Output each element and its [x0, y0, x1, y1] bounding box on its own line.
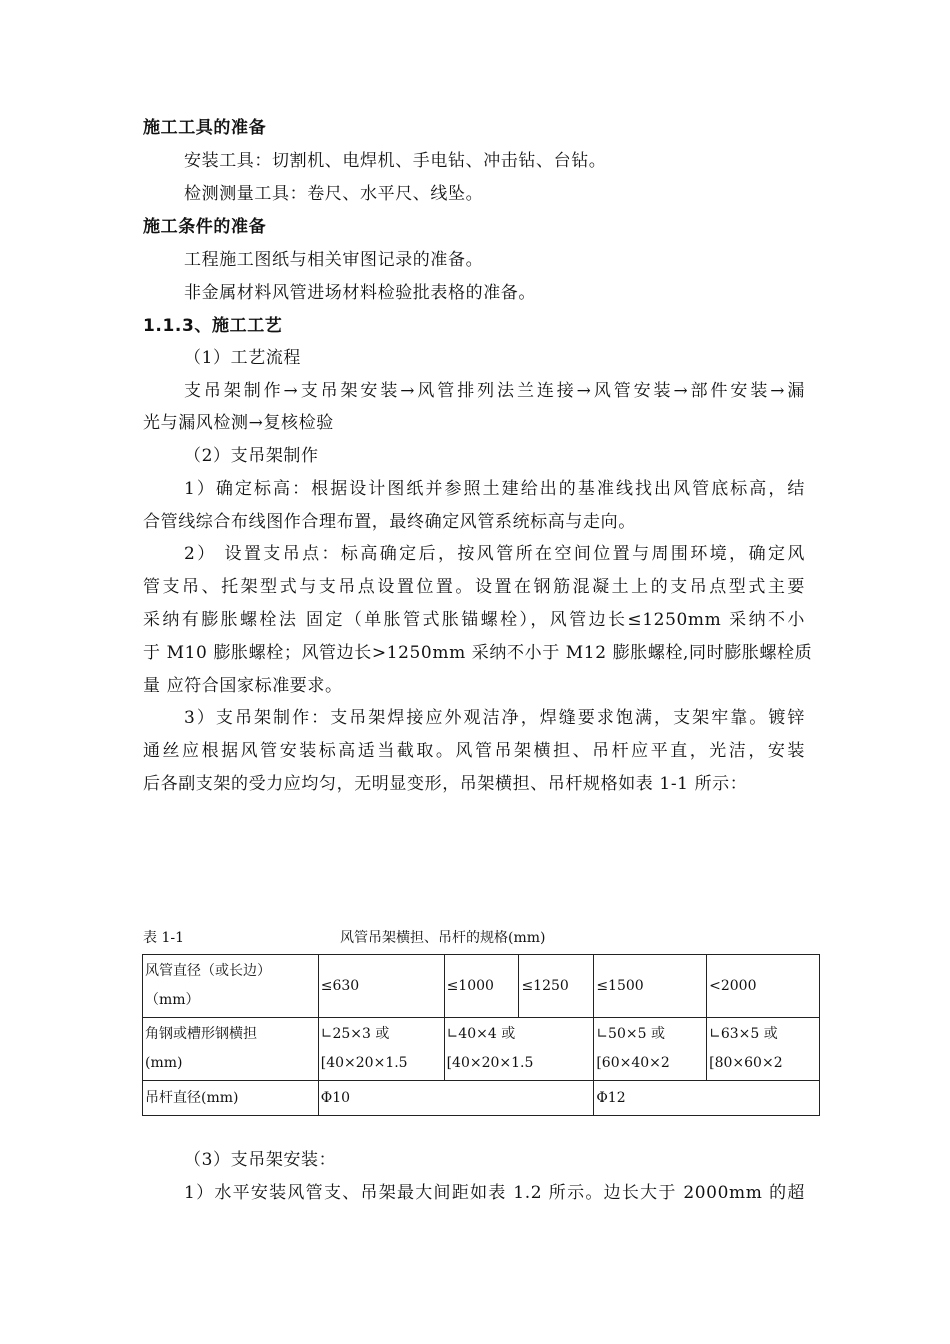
make-heading: （2）支吊架制作 [184, 446, 319, 466]
table-cell [143, 1018, 319, 1081]
tools-heading: 施工工具的准备 [143, 118, 267, 138]
para2-line-3: 采纳有膨胀螺栓法 固定（单胀管式胀锚螺栓），风管边长≤1250mm 采纳不小 [143, 610, 805, 630]
table-row [143, 955, 820, 1018]
cell-text: ∟40×4 或 [446, 1026, 516, 1042]
table-cell: <2000 [707, 955, 820, 1018]
table-cell: ≤630 [318, 955, 444, 1018]
cell-text: [60×40×2 [596, 1055, 670, 1071]
row-label-crossbar: 角钢或槽形钢横担 [145, 1026, 257, 1042]
tools-measure-text: 检测测量工具：卷尺、水平尺、线坠。 [184, 184, 484, 204]
table-cell: ≤1500 [594, 955, 707, 1018]
para2-line-5: 量 应符合国家标准要求。 [143, 676, 343, 696]
cell-text: [40×20×1.5 [320, 1055, 408, 1071]
para3-line-2: 通丝应根据风管安装标高适当截取。风管吊架横担、吊杆应平直，光洁，安装 [143, 741, 805, 761]
conditions-heading: 施工条件的准备 [143, 217, 267, 237]
table-cell [594, 1018, 707, 1081]
table-cell [707, 1018, 820, 1081]
install-para1-line-1: 1）水平安装风管支、吊架最大间距如表 1.2 所示。边长大于 2000mm 的超 [184, 1183, 805, 1203]
table-cell [318, 1018, 444, 1081]
para3-line-3: 后各副支架的受力应均匀，无明显变形，吊架横担、吊杆规格如表 1-1 所示： [143, 774, 748, 794]
table-cell: Φ12 [594, 1081, 820, 1116]
cell-text: ∟63×5 或 [709, 1026, 778, 1042]
conditions-drawings-text: 工程施工图纸与相关审图记录的准备。 [184, 250, 484, 270]
para1-line-1: 1）确定标高：根据设计图纸并参照土建给出的基准线找出风管底标高，结 [184, 479, 805, 499]
cell-text: ∟25×3 或 [320, 1026, 390, 1042]
conditions-forms-text: 非金属材料风管进场材料检验批表格的准备。 [184, 283, 536, 303]
table-cell: Φ10 [318, 1081, 594, 1116]
table-cell [143, 955, 319, 1018]
para2-line-2: 管支吊、托架型式与支吊点设置位置。设置在钢筋混凝土上的支吊点型式主要 [143, 577, 805, 597]
para3-line-1: 3）支吊架制作：支吊架焊接应外观洁净，焊缝要求饱满，支架牢靠。镀锌 [184, 708, 805, 728]
row-label-duct-size: 风管直径（或长边） [145, 963, 271, 979]
table-row [143, 1081, 820, 1116]
cell-text: [40×20×1.5 [446, 1055, 534, 1071]
tools-install-text: 安装工具：切割机、电焊机、手电钻、冲击钻、台钻。 [184, 151, 607, 171]
para1-line-2: 合管线综合布线图作合理布置，最终确定风管系统标高与走向。 [143, 512, 636, 532]
table-row [143, 1018, 820, 1081]
table-cell: ≤1000 [444, 955, 519, 1018]
row-label-crossbar-unit: (mm) [145, 1055, 183, 1071]
table-cell: ≤1250 [519, 955, 594, 1018]
table-number: 表 1-1 [143, 930, 184, 946]
cell-text: ∟50×5 或 [596, 1026, 665, 1042]
para2-line-4: 于 M10 膨胀螺栓；风管边长>1250mm 采纳不小于 M12 膨胀螺栓,同时膨胀螺栓质 [143, 643, 813, 663]
para2-line-1: 2） 设置支吊点：标高确定后，按风管所在空间位置与周围环境，确定风 [184, 544, 805, 564]
table-caption: 风管吊架横担、吊杆的规格(mm) [340, 930, 546, 946]
row-label-rod: 吊杆直径(mm) [143, 1081, 319, 1116]
process-heading: 1.1.3、施工工艺 [143, 316, 283, 336]
flow-text-line-1: 支吊架制作→支吊架安装→风管排列法兰连接→风管安装→部件安装→漏 [184, 381, 805, 401]
install-heading: （3）支吊架安装： [184, 1150, 337, 1170]
flow-text-line-2: 光与漏风检测→复核检验 [143, 413, 334, 433]
table-cell [444, 1018, 594, 1081]
spec-table [142, 954, 820, 1116]
flow-heading: （1）工艺流程 [184, 348, 302, 368]
row-label-duct-size-unit: （mm） [145, 992, 200, 1008]
cell-text: [80×60×2 [709, 1055, 783, 1071]
